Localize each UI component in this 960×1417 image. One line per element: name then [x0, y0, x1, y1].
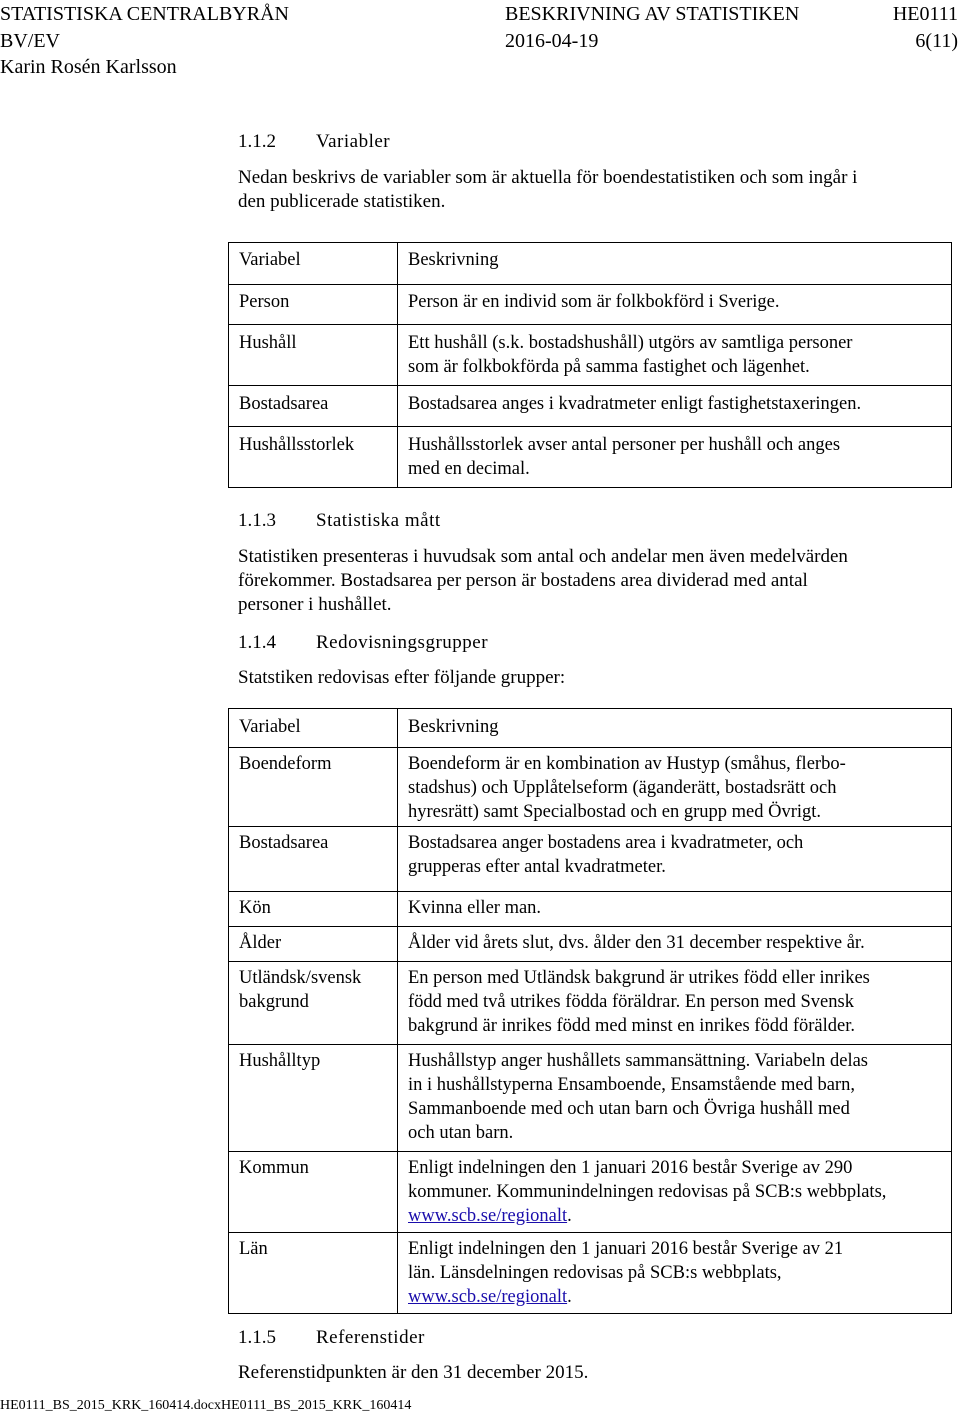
header-org: STATISTISKA CENTRALBYRÅN: [0, 3, 289, 25]
table-cell-description: Kvinna eller man.: [398, 892, 952, 927]
header-unit: BV/EV: [0, 30, 60, 52]
table-cell-variable: Person: [229, 285, 398, 325]
section-heading-variabler: [238, 130, 390, 154]
footer-filename: HE0111_BS_2015_KRK_160414.docxHE0111_BS_2015_KRK_160414: [0, 1398, 412, 1413]
table-row: [229, 827, 952, 892]
table-cell-description: Boendeform är en kombination av Hustyp (småhus, flerbo- stadshus) och Upplåtelseform (äganderätt, bostadsrätt och hyresrätt) samt Specialbostad och en grupp med Övrigt.: [398, 748, 952, 827]
section-title: Referenstider: [316, 1327, 425, 1348]
table-cell-variable: Hushållsstorlek: [229, 427, 398, 488]
text-line: Statistiken presenteras i huvudsak som antal och andelar men även medelvärden: [238, 546, 848, 567]
table-row: [229, 1233, 952, 1314]
regionalt-link[interactable]: www.scb.se/regionalt: [408, 1287, 568, 1307]
section-number: 1.1.4: [238, 632, 276, 653]
variables-table: [228, 242, 952, 488]
table-header-description: Beskrivning: [398, 243, 952, 285]
section-heading-redovisningsgrupper: [238, 631, 488, 655]
table-header-description: Beskrivning: [398, 709, 952, 748]
section-heading-statistiska-matt: [238, 509, 441, 533]
table-cell-variable: Hushålltyp: [229, 1045, 398, 1152]
table-row: [229, 892, 952, 927]
intro-line: Nedan beskrivs de variabler som är aktuella för boendestatistiken och som ingår i: [238, 167, 858, 188]
section-title: Statistiska mått: [316, 510, 441, 531]
table-cell-variable: Hushåll: [229, 325, 398, 386]
table-cell-description: Enligt indelningen den 1 januari 2016 består Sverige av 21 län. Länsdelningen redovisas på SCB:s webbplats, www.scb.se/regionalt.: [398, 1233, 952, 1314]
table-header-row: [229, 709, 952, 748]
table-row: [229, 285, 952, 325]
table-cell-variable: Kön: [229, 892, 398, 927]
section-intro-redovisningsgrupper: Statstiken redovisas efter följande grupper:: [238, 667, 566, 688]
section-number: 1.1.2: [238, 131, 276, 152]
table-cell-description: Bostadsarea anges i kvadratmeter enligt fastighetstaxeringen.: [398, 386, 952, 427]
section-text-statistiska-matt: [238, 545, 958, 617]
header-author: Karin Rosén Karlsson: [0, 56, 177, 78]
section-title: Variabler: [316, 131, 391, 152]
table-row: [229, 386, 952, 427]
regionalt-link[interactable]: www.scb.se/regionalt: [408, 1206, 568, 1226]
table-cell-variable: Boendeform: [229, 748, 398, 827]
section-intro-variabler: [238, 166, 958, 214]
table-header-row: [229, 243, 952, 285]
section-title: Redovisningsgrupper: [316, 632, 489, 653]
header-doc-type: BESKRIVNING AV STATISTIKEN: [505, 3, 800, 25]
table-header-variable: Variabel: [229, 243, 398, 285]
table-cell-variable: Län: [229, 1233, 398, 1314]
text-line: personer i hushållet.: [238, 594, 392, 615]
table-cell-variable: Bostadsarea: [229, 827, 398, 892]
section-number: 1.1.5: [238, 1327, 276, 1348]
table-header-variable: Variabel: [229, 709, 398, 748]
table-row: [229, 427, 952, 488]
table-row: [229, 962, 952, 1045]
section-number: 1.1.3: [238, 510, 276, 531]
table-cell-variable: Ålder: [229, 927, 398, 962]
header-date: 2016-04-19: [505, 30, 599, 52]
table-row: [229, 927, 952, 962]
table-row: [229, 325, 952, 386]
header-page-number: 6(11): [915, 30, 958, 52]
table-cell-description: En person med Utländsk bakgrund är utrikes född eller inrikes född med två utrikes födda föräldrar. En person med Svensk bakgrund är inrikes född med minst en inrikes född förälder.: [398, 962, 952, 1045]
table-cell-description: Bostadsarea anger bostadens area i kvadratmeter, och grupperas efter antal kvadratmeter.: [398, 827, 952, 892]
table-cell-description: Person är en individ som är folkbokförd i Sverige.: [398, 285, 952, 325]
section-heading-referenstider: [238, 1326, 425, 1350]
text-line: förekommer. Bostadsarea per person är bostadens area dividerad med antal: [238, 570, 808, 591]
table-cell-variable: Bostadsarea: [229, 386, 398, 427]
intro-line: den publicerade statistiken.: [238, 191, 446, 212]
table-cell-description: Ålder vid årets slut, dvs. ålder den 31 december respektive år.: [398, 927, 952, 962]
table-cell-variable: Utländsk/svensk bakgrund: [229, 962, 398, 1045]
table-cell-description: Enligt indelningen den 1 januari 2016 består Sverige av 290 kommuner. Kommunindelningen redovisas på SCB:s webbplats, www.scb.se/regionalt.: [398, 1152, 952, 1233]
table-cell-variable: Kommun: [229, 1152, 398, 1233]
table-row: [229, 748, 952, 827]
table-cell-description: Ett hushåll (s.k. bostadshushåll) utgörs av samtliga personer som är folkbokförda på samma fastighet och lägenhet.: [398, 325, 952, 386]
table-row: [229, 1152, 952, 1233]
reporting-groups-table: [228, 708, 952, 1314]
table-cell-description: Hushållsstorlek avser antal personer per hushåll och anges med en decimal.: [398, 427, 952, 488]
section-text-referenstider: Referenstidpunkten är den 31 december 2015.: [238, 1362, 589, 1383]
table-row: [229, 1045, 952, 1152]
header-code: HE0111: [892, 3, 958, 25]
table-cell-description: Hushållstyp anger hushållets sammansättning. Variabeln delas in i hushållstyperna Ensamboende, Ensamstående med barn, Sammanboende med och utan barn och Övriga hushåll med och utan barn.: [398, 1045, 952, 1152]
